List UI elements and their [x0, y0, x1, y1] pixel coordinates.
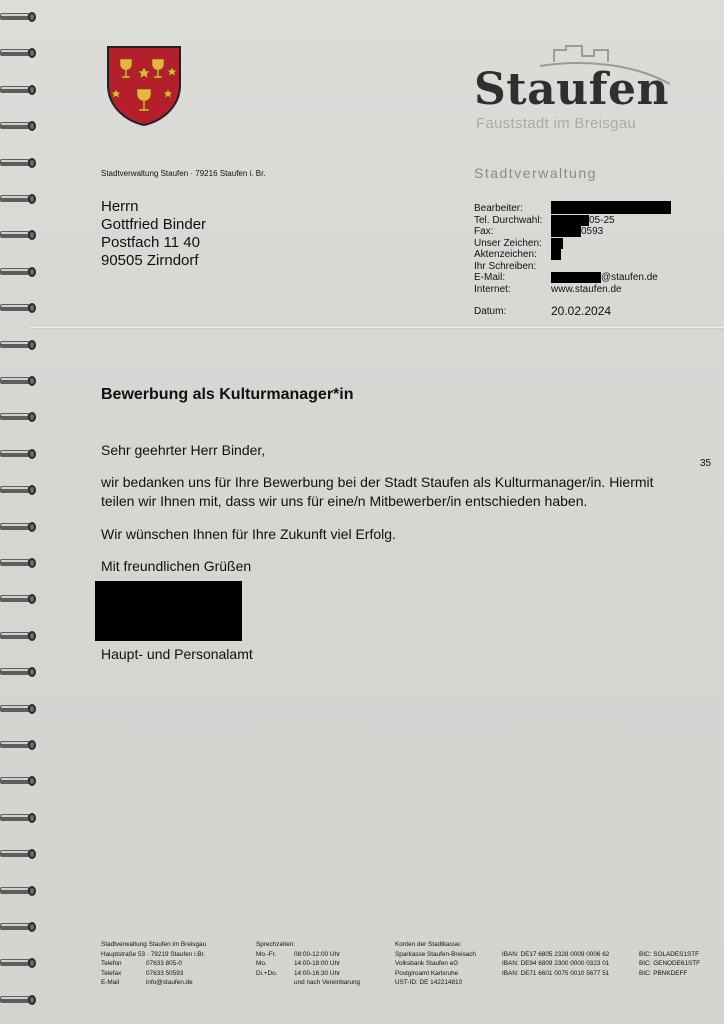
footer-line: Mo.-Fr. 08:00-12:00 Uhr	[256, 950, 341, 958]
info-label: Unser Zeichen:	[474, 237, 542, 249]
date-label: Datum:	[474, 306, 507, 317]
spiral-ring-icon	[0, 46, 40, 60]
info-label: Aktenzeichen:	[474, 249, 537, 260]
footer-line: Telefon 07633 805-0	[101, 960, 182, 967]
info-value-row	[551, 238, 671, 250]
footer-line: IBAN: DE94 6809 2300 0000 0323 01	[502, 960, 610, 967]
page-number: 35	[700, 458, 712, 469]
footer-line: Volksbank Staufen eG	[395, 960, 459, 967]
email-suffix: @staufen.de	[601, 272, 658, 283]
spiral-ring-icon	[0, 665, 40, 679]
footer-ibans	[502, 940, 609, 978]
spiral-ring-icon	[0, 338, 40, 352]
footer-line	[639, 940, 700, 950]
info-value-row	[551, 249, 671, 261]
info-label: E-Mail:	[474, 272, 506, 283]
address-line: 90505 Zirndorf	[101, 252, 199, 269]
spiral-ring-icon	[0, 10, 40, 24]
info-values	[551, 203, 671, 295]
spiral-ring-icon	[0, 228, 40, 242]
spiral-ring-icon	[0, 447, 40, 461]
redaction-bar	[551, 215, 589, 226]
footer-line: IBAN: DE71 6601 0075 0010 5677 51	[502, 969, 610, 977]
spiral-ring-icon	[0, 83, 40, 97]
spiral-ring-icon	[0, 520, 40, 534]
footer-line: Telefax 07633 50593	[101, 969, 184, 977]
footer-line: BIC: GENODE61STF	[639, 960, 701, 967]
spiral-ring-icon	[0, 265, 40, 279]
spiral-ring-icon	[0, 192, 40, 206]
address-line: Gottfried Binder	[101, 216, 207, 233]
footer-line: E-Mail info@staufen.de	[101, 979, 193, 986]
footer-line: Stadtverwaltung Staufen im Breisgau	[101, 941, 207, 948]
spiral-ring-icon	[0, 774, 40, 788]
spiral-ring-icon	[0, 847, 40, 861]
spiral-ring-icon	[0, 811, 40, 825]
footer-line: Mo. 14:00-18:00 Uhr	[256, 960, 341, 967]
footer-line: Konten der Stadtkasse:	[395, 941, 462, 948]
redaction-bar	[551, 249, 561, 260]
footer-line: Hauptstraße 53 · 79219 Staufen i.Br.	[101, 950, 206, 958]
paragraph-1-line-1: wir bedanken uns für Ihre Bewerbung bei der Stadt Staufen als Kulturmanager/in. Hiermit	[101, 474, 654, 490]
logo-tagline: Fauststadt im Breisgau	[476, 115, 636, 132]
footer-line: Sparkasse Staufen-Breisach	[395, 950, 476, 958]
spiral-ring-icon	[0, 993, 40, 1007]
spiral-ring-icon	[0, 301, 40, 315]
spiral-ring-icon	[0, 410, 40, 424]
spiral-ring-icon	[0, 629, 40, 643]
spiral-ring-icon	[0, 738, 40, 752]
info-label: Fax:	[474, 226, 494, 237]
salutation: Sehr geehrter Herr Binder,	[101, 442, 266, 458]
spiral-ring-icon	[0, 119, 40, 133]
info-value-row	[551, 272, 671, 284]
date-value: 20.02.2024	[551, 304, 612, 318]
spiral-ring-icon	[0, 556, 40, 570]
spiral-ring-icon	[0, 156, 40, 170]
address-line: Herrn	[101, 198, 139, 215]
spiral-ring-icon	[0, 956, 40, 970]
footer-line: IBAN: DE17 6805 2328 0009 0006 62	[502, 950, 610, 958]
info-label: Ihr Schreiben:	[474, 260, 537, 272]
footer-bics	[639, 940, 700, 978]
spiral-ring-icon	[0, 702, 40, 716]
footer-line: Postgiroamt Karlsruhe	[395, 969, 459, 977]
info-value-row	[551, 215, 671, 227]
spiral-binding	[0, 0, 40, 1024]
footer-banks	[395, 940, 476, 988]
internet-value: www.staufen.de	[551, 283, 622, 295]
tel-suffix: 05-25	[589, 214, 615, 226]
address-line: Postfach 11 40	[101, 234, 200, 251]
town-crest-icon	[106, 45, 182, 127]
signature-redaction	[95, 581, 242, 641]
logo-wordmark: Staufen	[474, 64, 670, 115]
department-signature: Haupt- und Personalamt	[101, 646, 253, 662]
recipient-address	[101, 198, 206, 270]
footer-line	[502, 940, 609, 950]
footer-line: und nach Vereinbarung	[294, 979, 361, 986]
info-value-row	[551, 261, 671, 273]
paragraph-1-line-2: teilen wir Ihnen mit, dass wir uns für eine/n Mitbewerber/in entschieden haben.	[101, 493, 588, 509]
footer-line: Di.+Do. 14:00-16:30 Uhr	[256, 969, 341, 977]
redaction-bar	[551, 226, 581, 237]
footer-line: BIC: PBNKDEFF	[639, 969, 688, 977]
info-value-row	[551, 226, 671, 238]
redaction-bar	[551, 238, 563, 249]
footer-line: BIC: SOLADES1STF	[639, 950, 700, 958]
spiral-ring-icon	[0, 920, 40, 934]
redaction-bar	[551, 201, 671, 214]
spiral-ring-icon	[0, 592, 40, 606]
info-label: Bearbeiter:	[474, 203, 523, 214]
letter-subject: Bewerbung als Kulturmanager*in	[101, 386, 354, 403]
spiral-ring-icon	[0, 884, 40, 898]
info-value-row	[551, 203, 671, 215]
info-label: Tel. Durchwahl:	[474, 214, 543, 226]
footer-line: Sprechzeiten:	[256, 941, 296, 948]
info-labels	[474, 203, 542, 295]
footer-address	[101, 940, 206, 988]
info-label: Internet:	[474, 283, 511, 295]
footer-line: UST-ID: DE 142214810	[395, 979, 463, 986]
info-value-row	[551, 284, 671, 296]
department-heading: Stadtverwaltung	[474, 165, 597, 181]
paragraph-2: Wir wünschen Ihnen für Ihre Zukunft viel Erfolg.	[101, 526, 396, 542]
fax-suffix: 0593	[581, 226, 604, 237]
sender-line: Stadtverwaltung Staufen · 79216 Staufen i. Br.	[101, 169, 266, 178]
footer-hours	[256, 940, 360, 988]
spiral-ring-icon	[0, 374, 40, 388]
redaction-bar	[551, 272, 601, 283]
closing: Mit freundlichen Grüßen	[101, 558, 252, 574]
fold-shadow	[30, 328, 724, 329]
spiral-ring-icon	[0, 483, 40, 497]
